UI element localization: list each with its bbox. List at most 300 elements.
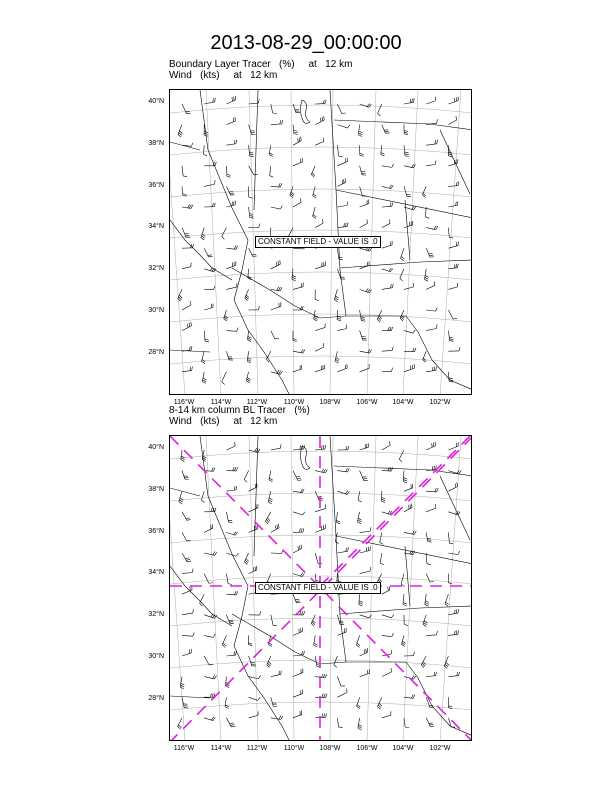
wind-barb <box>204 180 215 186</box>
boundary-line <box>340 606 472 614</box>
wind-barb <box>182 633 194 637</box>
wind-barb <box>403 594 407 606</box>
lon-tick-label: 106°W <box>356 399 378 406</box>
wind-barb <box>426 504 436 512</box>
wind-barb <box>271 183 282 187</box>
lon-tick-label: 116°W <box>173 399 195 406</box>
wind-barb <box>271 260 281 269</box>
wind-barb <box>204 303 213 310</box>
boundary-line <box>346 662 472 736</box>
wind-barb <box>178 718 182 729</box>
boundary-line <box>254 436 258 556</box>
lake-outline <box>301 100 311 123</box>
wind-barb <box>293 349 305 353</box>
longitude-line <box>170 90 185 395</box>
wind-barb <box>448 331 453 342</box>
wind-barb <box>426 672 436 677</box>
wind-barb <box>182 586 192 594</box>
wind-barb <box>425 594 429 606</box>
wind-barb <box>444 656 449 669</box>
wind-barb <box>360 145 364 156</box>
wind-barb <box>337 446 349 450</box>
wind-barb <box>404 364 414 372</box>
wind-barb <box>424 269 428 281</box>
wind-barb <box>382 284 393 290</box>
boundary-line <box>170 566 232 626</box>
wind-barb <box>337 248 342 260</box>
wind-barb <box>382 185 393 189</box>
wind-barb <box>426 366 436 371</box>
wind-barb <box>382 327 393 331</box>
wind-barb <box>202 372 206 384</box>
wind-barb <box>404 125 408 135</box>
wind-barb <box>293 668 303 676</box>
wind-barb <box>226 117 235 125</box>
boundary-line <box>440 476 470 540</box>
wind-barb <box>448 242 458 249</box>
wind-barb <box>265 512 270 524</box>
map-panel-2 <box>169 435 472 741</box>
wind-barb <box>404 98 414 104</box>
wind-barb <box>271 697 277 706</box>
wind-barb <box>360 331 367 341</box>
wind-barb <box>178 125 182 137</box>
wind-barb <box>380 532 383 544</box>
wind-barb <box>448 347 460 351</box>
wind-barb <box>313 207 317 218</box>
wind-barb <box>249 504 259 512</box>
wind-barb <box>293 137 301 145</box>
lon-tick-label: 108°W <box>319 745 341 752</box>
lat-tick-label: 32°N <box>148 611 164 618</box>
wind-barb <box>182 366 192 371</box>
wind-barb <box>182 244 194 248</box>
wind-barb <box>271 206 283 209</box>
wind-barb <box>313 186 317 198</box>
wind-barb <box>226 283 237 289</box>
wind-barb <box>426 325 437 331</box>
wind-barb <box>404 652 415 656</box>
wind-barb <box>204 468 215 472</box>
wind-barb <box>204 717 215 721</box>
wind-barb <box>382 241 392 248</box>
wind-barb <box>226 186 234 195</box>
wind-barb <box>226 486 236 491</box>
wind-barb <box>404 695 415 699</box>
wind-barb <box>244 471 248 483</box>
wind-barb <box>204 656 213 665</box>
wind-barb <box>400 310 404 321</box>
latitude-line <box>170 105 472 113</box>
wind-barb <box>360 471 368 481</box>
wind-barb <box>293 690 303 698</box>
wind-barb <box>249 697 261 700</box>
wind-barb <box>335 351 339 363</box>
wind-barb <box>382 347 393 352</box>
lon-tick-label: 114°W <box>210 399 232 406</box>
panel2-wind-label: Wind (kts) at 12 km <box>169 416 278 427</box>
wind-barb <box>315 261 325 268</box>
latitude-line <box>170 451 472 459</box>
wind-barb <box>334 289 338 301</box>
wind-barb <box>293 711 302 718</box>
wind-barb <box>226 615 234 624</box>
wind-barb <box>249 525 258 533</box>
wind-barb <box>182 301 191 310</box>
wind-barb <box>182 553 191 562</box>
boundary-line <box>346 316 472 390</box>
wind-barb <box>426 97 435 104</box>
wind-barb <box>426 281 435 289</box>
wind-barb <box>448 511 460 515</box>
wind-barb <box>267 656 271 667</box>
wind-barb <box>226 512 232 523</box>
wind-barb <box>404 145 409 157</box>
wind-barb <box>182 263 191 269</box>
wind-barb <box>426 532 431 542</box>
wind-barb <box>271 444 281 450</box>
wind-barb <box>448 145 452 157</box>
wind-barb <box>293 627 303 635</box>
boundary-line <box>405 546 410 606</box>
boundary-line <box>405 200 410 260</box>
wind-barb <box>293 528 304 532</box>
wind-barb <box>315 138 323 146</box>
wind-barb <box>382 368 393 372</box>
wind-barb <box>249 483 258 491</box>
lon-tick-label: 108°W <box>319 399 341 406</box>
wind-barb <box>248 635 252 645</box>
wind-barb <box>448 310 457 319</box>
wind-barb <box>426 161 436 166</box>
wind-barb <box>182 512 191 520</box>
wind-barb <box>448 672 459 677</box>
wind-barb <box>401 574 404 587</box>
panel1-field-label: Boundary Layer Tracer (%) at 12 km <box>169 59 353 70</box>
wind-barb <box>315 674 327 678</box>
wind-barb <box>271 670 281 676</box>
wind-barb <box>182 104 191 114</box>
wind-barb <box>357 512 361 524</box>
wind-barb <box>315 100 326 104</box>
boundary-line <box>330 436 346 662</box>
wind-barb <box>448 551 459 555</box>
wind-barb <box>404 348 416 352</box>
wind-barb <box>204 286 215 290</box>
wind-barb <box>226 96 235 104</box>
wind-barb <box>179 491 183 504</box>
wind-barb <box>382 125 390 134</box>
boundary-line <box>440 130 470 194</box>
lat-tick-label: 34°N <box>148 223 164 230</box>
wind-barb <box>358 718 362 730</box>
wind-barb <box>448 697 452 709</box>
wind-barb <box>315 289 319 300</box>
wind-barb <box>182 697 188 708</box>
wind-barb <box>356 635 360 647</box>
wind-barb <box>360 546 371 553</box>
wind-barb <box>448 630 458 635</box>
wind-barb <box>182 649 191 656</box>
wind-barb <box>360 567 371 573</box>
wind-barb <box>271 104 277 113</box>
wind-barb <box>204 634 215 637</box>
wind-barb <box>271 302 281 310</box>
wind-barb <box>422 186 426 197</box>
wind-barb <box>423 351 427 362</box>
wind-barb <box>271 120 283 124</box>
wind-barb <box>271 524 279 533</box>
wind-barb <box>222 635 226 647</box>
wind-barb <box>382 164 394 168</box>
wind-barb <box>404 504 412 512</box>
wind-barb <box>293 283 303 290</box>
wind-barb <box>360 166 366 175</box>
boundary-line <box>170 696 210 698</box>
lat-tick-label: 40°N <box>148 98 164 105</box>
wind-barb <box>448 372 453 382</box>
wind-barb <box>249 675 261 678</box>
wind-barb <box>337 178 345 186</box>
wind-barb <box>269 471 273 482</box>
wind-barb <box>226 718 235 727</box>
wind-barb <box>269 145 273 156</box>
wind-barb <box>226 201 235 207</box>
wind-barb <box>249 656 256 666</box>
wind-barb <box>445 594 449 606</box>
lat-tick-label: 40°N <box>148 444 164 451</box>
wind-barb <box>226 328 238 332</box>
wind-barb <box>268 491 272 504</box>
wind-barb <box>249 448 260 452</box>
boundary-line <box>336 190 472 218</box>
wind-barb <box>448 483 457 492</box>
wind-barb <box>225 697 229 708</box>
wind-barb <box>204 524 213 532</box>
wind-barb <box>247 351 251 363</box>
wind-barb <box>204 693 215 697</box>
longitude-line <box>206 436 221 741</box>
wind-barb <box>404 484 413 491</box>
lon-tick-label: 116°W <box>173 745 195 752</box>
wind-barb <box>202 351 206 363</box>
wind-barb <box>182 166 187 177</box>
wind-barb <box>226 651 236 656</box>
longitude-line <box>206 90 221 395</box>
lon-tick-label: 114°W <box>210 745 232 752</box>
wind-barb <box>315 553 322 564</box>
wind-barb <box>204 574 213 584</box>
wind-barb <box>181 450 185 461</box>
wind-barb <box>245 289 249 300</box>
wind-barb <box>382 711 391 717</box>
wind-barb <box>360 261 370 268</box>
wind-barb <box>336 512 340 524</box>
wind-barb <box>448 609 458 615</box>
wind-barb <box>200 594 205 606</box>
wind-barb <box>378 104 382 116</box>
wind-barb <box>226 140 236 145</box>
wind-barb <box>204 98 215 104</box>
lon-tick-label: 104°W <box>392 399 414 406</box>
lon-tick-label: 106°W <box>356 745 378 752</box>
wind-barb <box>421 656 426 668</box>
wind-barb <box>226 261 236 269</box>
wind-barb <box>314 635 318 646</box>
lat-tick-label: 28°N <box>148 349 164 356</box>
wind-barb <box>404 283 414 289</box>
wind-barb <box>334 656 338 667</box>
wind-barb <box>337 468 349 472</box>
wind-barb <box>360 310 366 321</box>
wind-barb <box>203 145 207 156</box>
wind-barb <box>448 283 457 290</box>
lat-tick-label: 36°N <box>148 528 164 535</box>
longitude-line <box>440 436 461 741</box>
wind-barb <box>359 594 363 606</box>
wind-barb <box>271 550 283 554</box>
wind-barb <box>357 697 361 708</box>
wind-barb <box>178 289 182 301</box>
wind-barb <box>337 718 342 728</box>
wind-barb <box>293 365 302 372</box>
wind-barb <box>360 349 372 353</box>
wind-barb <box>292 269 296 281</box>
wind-barb <box>337 201 347 207</box>
wind-barb <box>423 615 427 627</box>
wind-barb <box>426 307 437 311</box>
wind-barb <box>204 248 212 257</box>
wind-barb <box>222 372 227 385</box>
wind-barb <box>337 310 341 321</box>
wind-barb <box>380 553 384 565</box>
wind-barb <box>315 713 326 717</box>
wind-barb <box>271 287 282 291</box>
wind-barb <box>404 330 415 333</box>
boundary-line <box>170 220 232 280</box>
wind-barb <box>337 677 345 687</box>
wind-barb <box>226 591 237 595</box>
wind-barb <box>249 248 257 256</box>
wind-barb <box>226 166 230 177</box>
wind-barb <box>337 223 348 228</box>
lon-tick-label: 102°W <box>429 745 451 752</box>
wind-barb <box>244 553 248 565</box>
wind-barb <box>382 633 394 637</box>
wind-barb <box>426 226 438 230</box>
wind-barb <box>448 532 453 544</box>
wind-barb <box>426 718 434 727</box>
wind-barb <box>249 125 256 135</box>
lat-tick-label: 34°N <box>148 569 164 576</box>
lat-tick-label: 30°N <box>148 653 164 660</box>
latitude-line <box>170 356 472 364</box>
constant-field-notice-1: CONSTANT FIELD - VALUE IS .0 <box>255 236 381 248</box>
wind-barb <box>182 204 193 208</box>
wind-barb <box>311 615 315 626</box>
wind-barb <box>448 442 458 450</box>
wind-barb <box>426 140 437 145</box>
wind-barb <box>249 224 260 228</box>
boundary-line <box>232 268 346 318</box>
constant-field-notice-2: CONSTANT FIELD - VALUE IS .0 <box>255 582 381 594</box>
wind-barb <box>403 471 407 483</box>
wind-barb <box>360 527 371 532</box>
wind-barb <box>382 615 394 618</box>
wind-barb <box>182 532 191 541</box>
lon-tick-label: 104°W <box>392 745 414 752</box>
wind-barb <box>182 609 193 615</box>
wind-barb <box>382 467 393 471</box>
wind-barb <box>293 125 298 135</box>
wind-barb <box>293 489 304 493</box>
wind-barb <box>381 145 385 156</box>
boundary-line <box>334 466 472 476</box>
wind-barb <box>226 532 237 536</box>
wind-barb <box>246 372 250 383</box>
wind-barb <box>182 569 193 574</box>
boundary-line <box>330 90 346 316</box>
wind-barb <box>271 331 279 339</box>
wind-barb <box>315 694 327 698</box>
latitude-line <box>170 147 472 155</box>
wind-barb <box>293 198 301 207</box>
wind-barb <box>182 322 191 331</box>
lat-tick-label: 36°N <box>148 182 164 189</box>
latitude-line <box>170 189 472 197</box>
wind-barb <box>315 219 323 227</box>
lake-outline <box>301 446 311 469</box>
panel1-wind-label: Wind (kts) at 12 km <box>169 70 278 81</box>
panel2-field-label: 8-14 km column BL Tracer (%) <box>169 405 310 416</box>
lon-tick-label: 112°W <box>246 399 268 406</box>
wind-barb <box>337 688 347 697</box>
lon-tick-label: 112°W <box>246 745 268 752</box>
wind-barb <box>226 245 237 249</box>
wind-barb <box>382 219 390 227</box>
boundary-line <box>170 142 200 150</box>
wind-barb <box>311 166 315 177</box>
wind-barb <box>448 264 458 269</box>
wind-barb <box>315 323 325 330</box>
wind-barb <box>204 331 209 342</box>
lat-tick-label: 30°N <box>148 307 164 314</box>
wind-barb <box>448 182 458 187</box>
lon-tick-label: 110°W <box>283 745 305 752</box>
wind-barb <box>226 467 237 471</box>
wind-barb <box>401 248 405 261</box>
wind-barb <box>358 491 362 502</box>
wind-barb <box>271 615 277 626</box>
wind-barb <box>360 200 369 207</box>
wind-barb <box>337 125 350 128</box>
wind-barb <box>448 116 456 125</box>
wind-barb <box>382 268 393 272</box>
wind-barb <box>293 471 302 481</box>
wind-barb <box>404 531 416 535</box>
wind-barb <box>204 675 216 679</box>
wind-barb <box>448 97 458 104</box>
boundary-line <box>170 488 200 496</box>
longitude-line <box>440 90 461 395</box>
wind-barb <box>358 125 362 137</box>
wind-barb <box>293 545 302 553</box>
wind-barb <box>270 166 274 177</box>
wind-barb <box>360 615 372 618</box>
wind-barb <box>315 343 324 351</box>
wind-barb <box>426 488 438 492</box>
wind-barb <box>426 442 435 450</box>
